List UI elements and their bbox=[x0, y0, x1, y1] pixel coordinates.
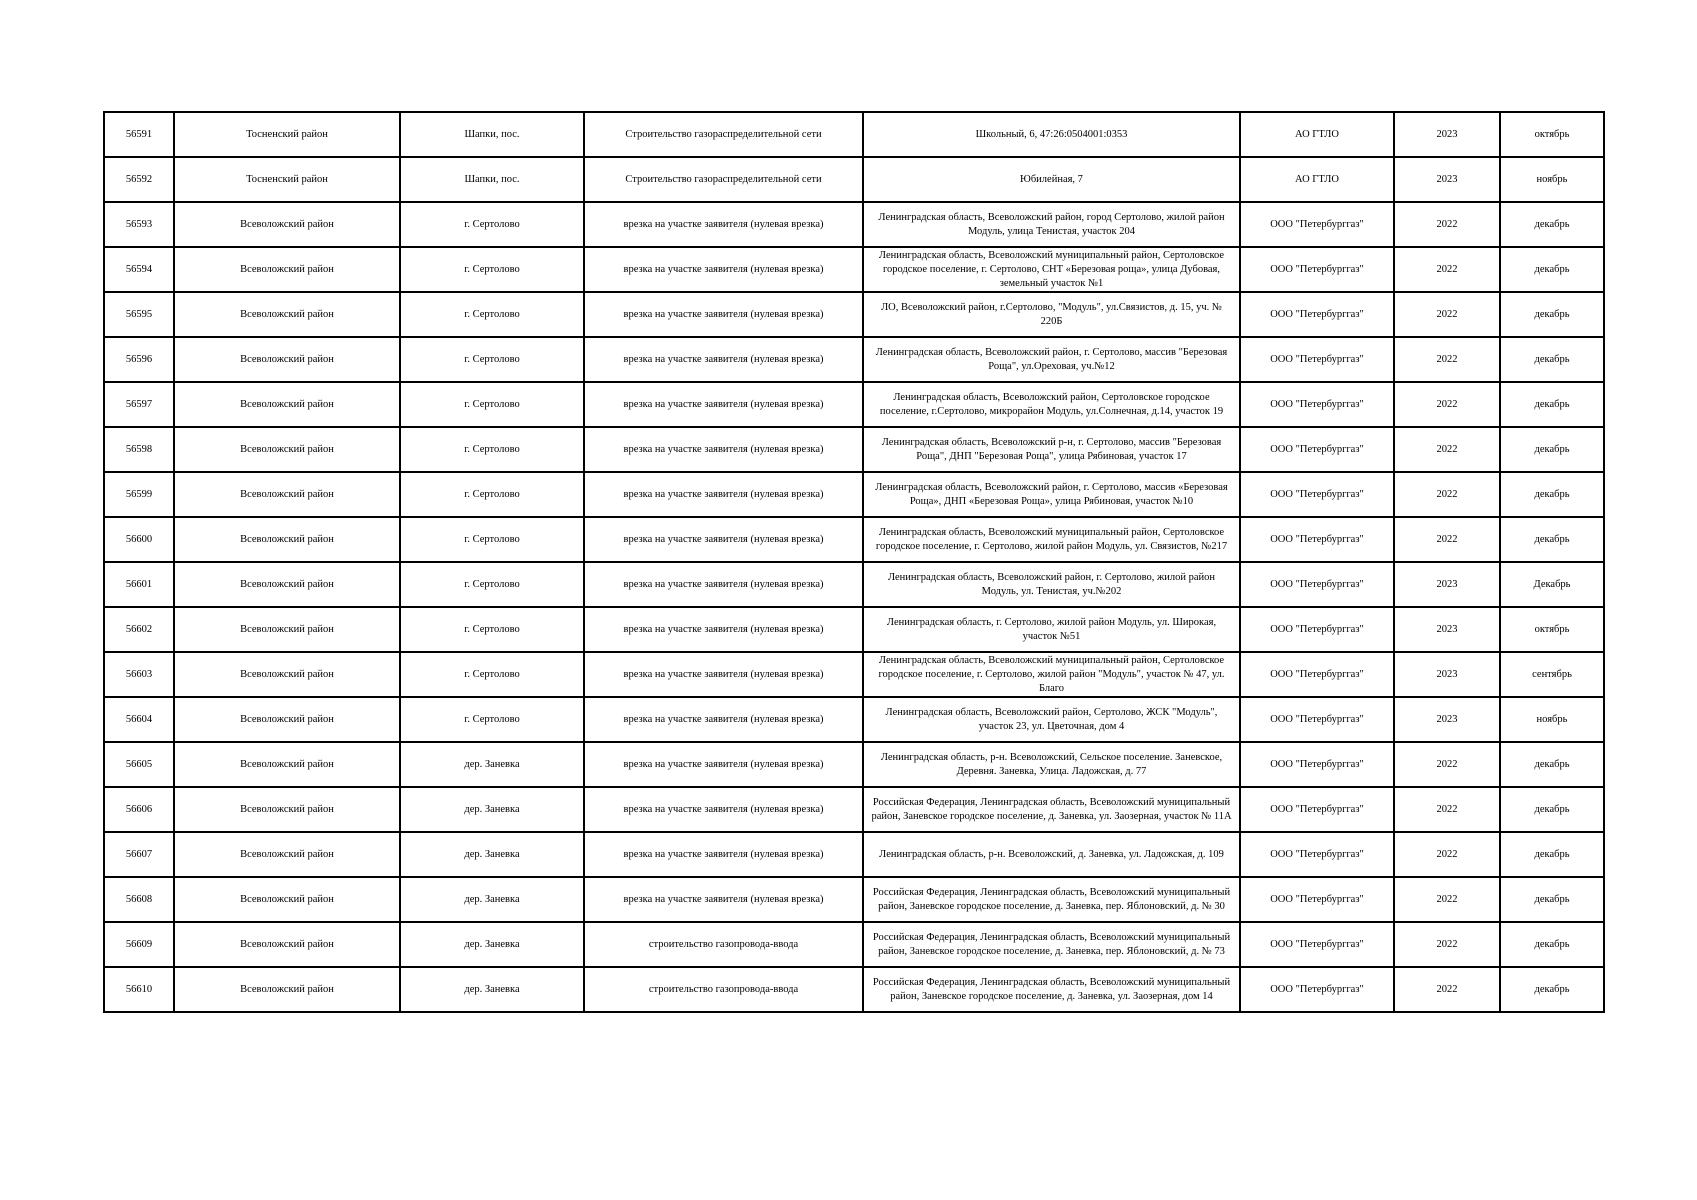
month-cell: декабрь bbox=[1500, 292, 1604, 337]
address-cell: Ленинградская область, р-н. Всеволожский, Сельское поселение. Заневское, Деревня. Заневка, Улица. Ладожская, д. 77 bbox=[863, 742, 1240, 787]
work-type-cell: врезка на участке заявителя (нулевая врезка) bbox=[584, 652, 863, 697]
row-id-cell: 56601 bbox=[104, 562, 174, 607]
settlement-cell: г. Сертолово bbox=[400, 652, 584, 697]
settlement-cell: г. Сертолово bbox=[400, 427, 584, 472]
settlement-cell: дер. Заневка bbox=[400, 832, 584, 877]
table-row bbox=[104, 427, 1604, 472]
address-cell: Ленинградская область, Всеволожский район, г. Сертолово, массив "Березовая Роща", ул.Ореховая, уч.№12 bbox=[863, 337, 1240, 382]
row-id-cell: 56593 bbox=[104, 202, 174, 247]
year-cell: 2022 bbox=[1394, 202, 1500, 247]
gas-connection-table bbox=[103, 111, 1605, 1013]
district-cell: Всеволожский район bbox=[174, 922, 400, 967]
settlement-cell: дер. Заневка bbox=[400, 742, 584, 787]
table-row bbox=[104, 697, 1604, 742]
year-cell: 2023 bbox=[1394, 562, 1500, 607]
address-cell: Юбилейная, 7 bbox=[863, 157, 1240, 202]
district-cell: Всеволожский район bbox=[174, 787, 400, 832]
table-row bbox=[104, 742, 1604, 787]
month-cell: октябрь bbox=[1500, 607, 1604, 652]
district-cell: Всеволожский район bbox=[174, 202, 400, 247]
organization-cell: ООО "Петербурггаз" bbox=[1240, 562, 1394, 607]
work-type-cell: врезка на участке заявителя (нулевая врезка) bbox=[584, 742, 863, 787]
settlement-cell: дер. Заневка bbox=[400, 967, 584, 1012]
address-cell: Ленинградская область, г. Сертолово, жилой район Модуль, ул. Широкая, участок №51 bbox=[863, 607, 1240, 652]
year-cell: 2022 bbox=[1394, 922, 1500, 967]
settlement-cell: г. Сертолово bbox=[400, 472, 584, 517]
district-cell: Всеволожский район bbox=[174, 697, 400, 742]
settlement-cell: г. Сертолово bbox=[400, 517, 584, 562]
month-cell: декабрь bbox=[1500, 247, 1604, 292]
table-row bbox=[104, 472, 1604, 517]
district-cell: Всеволожский район bbox=[174, 292, 400, 337]
year-cell: 2022 bbox=[1394, 472, 1500, 517]
year-cell: 2022 bbox=[1394, 877, 1500, 922]
work-type-cell: строительство газопровода-ввода bbox=[584, 967, 863, 1012]
year-cell: 2022 bbox=[1394, 742, 1500, 787]
organization-cell: ООО "Петербурггаз" bbox=[1240, 652, 1394, 697]
year-cell: 2022 bbox=[1394, 517, 1500, 562]
organization-cell: ООО "Петербурггаз" bbox=[1240, 922, 1394, 967]
settlement-cell: дер. Заневка bbox=[400, 787, 584, 832]
table-row bbox=[104, 382, 1604, 427]
address-cell: Ленинградская область, Всеволожский район, г. Сертолово, жилой район Модуль, ул. Тенистая, уч.№202 bbox=[863, 562, 1240, 607]
work-type-cell: врезка на участке заявителя (нулевая врезка) bbox=[584, 202, 863, 247]
work-type-cell: врезка на участке заявителя (нулевая врезка) bbox=[584, 472, 863, 517]
settlement-cell: г. Сертолово bbox=[400, 247, 584, 292]
district-cell: Всеволожский район bbox=[174, 562, 400, 607]
month-cell: декабрь bbox=[1500, 877, 1604, 922]
year-cell: 2022 bbox=[1394, 337, 1500, 382]
month-cell: декабрь bbox=[1500, 337, 1604, 382]
district-cell: Всеволожский район bbox=[174, 742, 400, 787]
year-cell: 2022 bbox=[1394, 247, 1500, 292]
organization-cell: ООО "Петербурггаз" bbox=[1240, 877, 1394, 922]
district-cell: Всеволожский район bbox=[174, 337, 400, 382]
address-cell: Ленинградская область, Всеволожский район, г. Сертолово, массив «Березовая Роща», ДНП «Березовая Роща», улица Рябиновая, участок №10 bbox=[863, 472, 1240, 517]
address-cell: Российская Федерация, Ленинградская область, Всеволожский муниципальный район, Заневское городское поселение, д. Заневка, пер. Яблоновский, д. № 73 bbox=[863, 922, 1240, 967]
row-id-cell: 56603 bbox=[104, 652, 174, 697]
district-cell: Всеволожский район bbox=[174, 652, 400, 697]
organization-cell: ООО "Петербурггаз" bbox=[1240, 472, 1394, 517]
work-type-cell: Строительство газораспределительной сети bbox=[584, 157, 863, 202]
organization-cell: ООО "Петербурггаз" bbox=[1240, 337, 1394, 382]
district-cell: Тосненский район bbox=[174, 112, 400, 157]
month-cell: декабрь bbox=[1500, 517, 1604, 562]
month-cell: ноябрь bbox=[1500, 697, 1604, 742]
address-cell: Ленинградская область, Всеволожский р-н, г. Сертолово, массив "Березовая Роща", ДНП "Березовая Роща", улица Рябиновая, участок 17 bbox=[863, 427, 1240, 472]
district-cell: Всеволожский район bbox=[174, 382, 400, 427]
table-row bbox=[104, 832, 1604, 877]
work-type-cell: врезка на участке заявителя (нулевая врезка) bbox=[584, 697, 863, 742]
row-id-cell: 56595 bbox=[104, 292, 174, 337]
row-id-cell: 56596 bbox=[104, 337, 174, 382]
district-cell: Всеволожский район bbox=[174, 517, 400, 562]
row-id-cell: 56609 bbox=[104, 922, 174, 967]
row-id-cell: 56606 bbox=[104, 787, 174, 832]
year-cell: 2022 bbox=[1394, 382, 1500, 427]
table-row bbox=[104, 652, 1604, 697]
table-row bbox=[104, 112, 1604, 157]
address-cell: Ленинградская область, Всеволожский муниципальный район, Сертоловское городское поселение, г. Сертолово, жилой район "Модуль", участок № 47, ул. Благо bbox=[863, 652, 1240, 697]
work-type-cell: врезка на участке заявителя (нулевая врезка) bbox=[584, 562, 863, 607]
row-id-cell: 56597 bbox=[104, 382, 174, 427]
month-cell: декабрь bbox=[1500, 742, 1604, 787]
month-cell: сентябрь bbox=[1500, 652, 1604, 697]
table-row bbox=[104, 607, 1604, 652]
row-id-cell: 56600 bbox=[104, 517, 174, 562]
organization-cell: ООО "Петербурггаз" bbox=[1240, 427, 1394, 472]
organization-cell: ООО "Петербурггаз" bbox=[1240, 202, 1394, 247]
row-id-cell: 56605 bbox=[104, 742, 174, 787]
work-type-cell: врезка на участке заявителя (нулевая врезка) bbox=[584, 337, 863, 382]
settlement-cell: г. Сертолово bbox=[400, 202, 584, 247]
district-cell: Всеволожский район bbox=[174, 607, 400, 652]
row-id-cell: 56610 bbox=[104, 967, 174, 1012]
year-cell: 2023 bbox=[1394, 652, 1500, 697]
month-cell: декабрь bbox=[1500, 472, 1604, 517]
district-cell: Всеволожский район bbox=[174, 247, 400, 292]
district-cell: Всеволожский район bbox=[174, 877, 400, 922]
district-cell: Всеволожский район bbox=[174, 967, 400, 1012]
address-cell: Ленинградская область, Всеволожский муниципальный район, Сертоловское городское поселение, г. Сертолово, СНТ «Березовая роща», улица Дубовая, земельный участок №1 bbox=[863, 247, 1240, 292]
organization-cell: ООО "Петербурггаз" bbox=[1240, 517, 1394, 562]
row-id-cell: 56591 bbox=[104, 112, 174, 157]
year-cell: 2023 bbox=[1394, 157, 1500, 202]
district-cell: Тосненский район bbox=[174, 157, 400, 202]
settlement-cell: Шапки, пос. bbox=[400, 112, 584, 157]
work-type-cell: врезка на участке заявителя (нулевая врезка) bbox=[584, 382, 863, 427]
month-cell: октябрь bbox=[1500, 112, 1604, 157]
work-type-cell: врезка на участке заявителя (нулевая врезка) bbox=[584, 877, 863, 922]
settlement-cell: дер. Заневка bbox=[400, 877, 584, 922]
settlement-cell: г. Сертолово bbox=[400, 292, 584, 337]
address-cell: ЛО, Всеволожский район, г.Сертолово, "Модуль", ул.Связистов, д. 15, уч. № 220Б bbox=[863, 292, 1240, 337]
table-row bbox=[104, 967, 1604, 1012]
year-cell: 2022 bbox=[1394, 292, 1500, 337]
year-cell: 2022 bbox=[1394, 787, 1500, 832]
table-row bbox=[104, 292, 1604, 337]
settlement-cell: г. Сертолово bbox=[400, 562, 584, 607]
work-type-cell: Строительство газораспределительной сети bbox=[584, 112, 863, 157]
settlement-cell: г. Сертолово bbox=[400, 607, 584, 652]
settlement-cell: г. Сертолово bbox=[400, 382, 584, 427]
district-cell: Всеволожский район bbox=[174, 427, 400, 472]
table-row bbox=[104, 922, 1604, 967]
organization-cell: ООО "Петербурггаз" bbox=[1240, 292, 1394, 337]
organization-cell: ООО "Петербурггаз" bbox=[1240, 742, 1394, 787]
table-row bbox=[104, 202, 1604, 247]
row-id-cell: 56607 bbox=[104, 832, 174, 877]
table-body bbox=[104, 112, 1604, 1012]
row-id-cell: 56594 bbox=[104, 247, 174, 292]
organization-cell: АО ГТЛО bbox=[1240, 112, 1394, 157]
address-cell: Российская Федерация, Ленинградская область, Всеволожский муниципальный район, Заневское городское поселение, д. Заневка, пер. Яблоновский, д. № 30 bbox=[863, 877, 1240, 922]
settlement-cell: г. Сертолово bbox=[400, 697, 584, 742]
month-cell: декабрь bbox=[1500, 832, 1604, 877]
organization-cell: ООО "Петербурггаз" bbox=[1240, 697, 1394, 742]
address-cell: Ленинградская область, Всеволожский район, Сертолово, ЖСК "Модуль", участок 23, ул. Цветочная, дом 4 bbox=[863, 697, 1240, 742]
year-cell: 2022 bbox=[1394, 967, 1500, 1012]
year-cell: 2023 bbox=[1394, 697, 1500, 742]
work-type-cell: врезка на участке заявителя (нулевая врезка) bbox=[584, 427, 863, 472]
month-cell: декабрь bbox=[1500, 922, 1604, 967]
address-cell: Ленинградская область, Всеволожский муниципальный район, Сертоловское городское поселение, г. Сертолово, жилой район Модуль, ул. Связистов, №217 bbox=[863, 517, 1240, 562]
year-cell: 2022 bbox=[1394, 832, 1500, 877]
work-type-cell: строительство газопровода-ввода bbox=[584, 922, 863, 967]
row-id-cell: 56592 bbox=[104, 157, 174, 202]
row-id-cell: 56598 bbox=[104, 427, 174, 472]
district-cell: Всеволожский район bbox=[174, 832, 400, 877]
settlement-cell: г. Сертолово bbox=[400, 337, 584, 382]
year-cell: 2022 bbox=[1394, 427, 1500, 472]
work-type-cell: врезка на участке заявителя (нулевая врезка) bbox=[584, 832, 863, 877]
month-cell: декабрь bbox=[1500, 427, 1604, 472]
address-cell: Российская Федерация, Ленинградская область, Всеволожский муниципальный район, Заневское городское поселение, д. Заневка, ул. Заозерная, дом 14 bbox=[863, 967, 1240, 1012]
table-row bbox=[104, 337, 1604, 382]
address-cell: Школьный, 6, 47:26:0504001:0353 bbox=[863, 112, 1240, 157]
table-row bbox=[104, 157, 1604, 202]
row-id-cell: 56599 bbox=[104, 472, 174, 517]
district-cell: Всеволожский район bbox=[174, 472, 400, 517]
month-cell: декабрь bbox=[1500, 787, 1604, 832]
table-row bbox=[104, 562, 1604, 607]
table-row bbox=[104, 787, 1604, 832]
organization-cell: ООО "Петербурггаз" bbox=[1240, 832, 1394, 877]
work-type-cell: врезка на участке заявителя (нулевая врезка) bbox=[584, 247, 863, 292]
year-cell: 2023 bbox=[1394, 112, 1500, 157]
table-row bbox=[104, 247, 1604, 292]
address-cell: Ленинградская область, Всеволожский район, Сертоловское городское поселение, г.Сертолово, микрорайон Модуль, ул.Солнечная, д.14, участок 19 bbox=[863, 382, 1240, 427]
work-type-cell: врезка на участке заявителя (нулевая врезка) bbox=[584, 787, 863, 832]
month-cell: декабрь bbox=[1500, 202, 1604, 247]
year-cell: 2023 bbox=[1394, 607, 1500, 652]
table-row bbox=[104, 517, 1604, 562]
month-cell: декабрь bbox=[1500, 382, 1604, 427]
row-id-cell: 56602 bbox=[104, 607, 174, 652]
organization-cell: ООО "Петербурггаз" bbox=[1240, 607, 1394, 652]
month-cell: Декабрь bbox=[1500, 562, 1604, 607]
address-cell: Российская Федерация, Ленинградская область, Всеволожский муниципальный район, Заневское городское поселение, д. Заневка, ул. Заозерная, участок № 11А bbox=[863, 787, 1240, 832]
work-type-cell: врезка на участке заявителя (нулевая врезка) bbox=[584, 607, 863, 652]
table-row bbox=[104, 877, 1604, 922]
work-type-cell: врезка на участке заявителя (нулевая врезка) bbox=[584, 517, 863, 562]
organization-cell: ООО "Петербурггаз" bbox=[1240, 247, 1394, 292]
organization-cell: ООО "Петербурггаз" bbox=[1240, 382, 1394, 427]
organization-cell: ООО "Петербурггаз" bbox=[1240, 787, 1394, 832]
settlement-cell: Шапки, пос. bbox=[400, 157, 584, 202]
row-id-cell: 56604 bbox=[104, 697, 174, 742]
address-cell: Ленинградская область, Всеволожский район, город Сертолово, жилой район Модуль, улица Тенистая, участок 204 bbox=[863, 202, 1240, 247]
organization-cell: АО ГТЛО bbox=[1240, 157, 1394, 202]
work-type-cell: врезка на участке заявителя (нулевая врезка) bbox=[584, 292, 863, 337]
month-cell: ноябрь bbox=[1500, 157, 1604, 202]
address-cell: Ленинградская область, р-н. Всеволожский, д. Заневка, ул. Ладожская, д. 109 bbox=[863, 832, 1240, 877]
row-id-cell: 56608 bbox=[104, 877, 174, 922]
month-cell: декабрь bbox=[1500, 967, 1604, 1012]
settlement-cell: дер. Заневка bbox=[400, 922, 584, 967]
organization-cell: ООО "Петербурггаз" bbox=[1240, 967, 1394, 1012]
